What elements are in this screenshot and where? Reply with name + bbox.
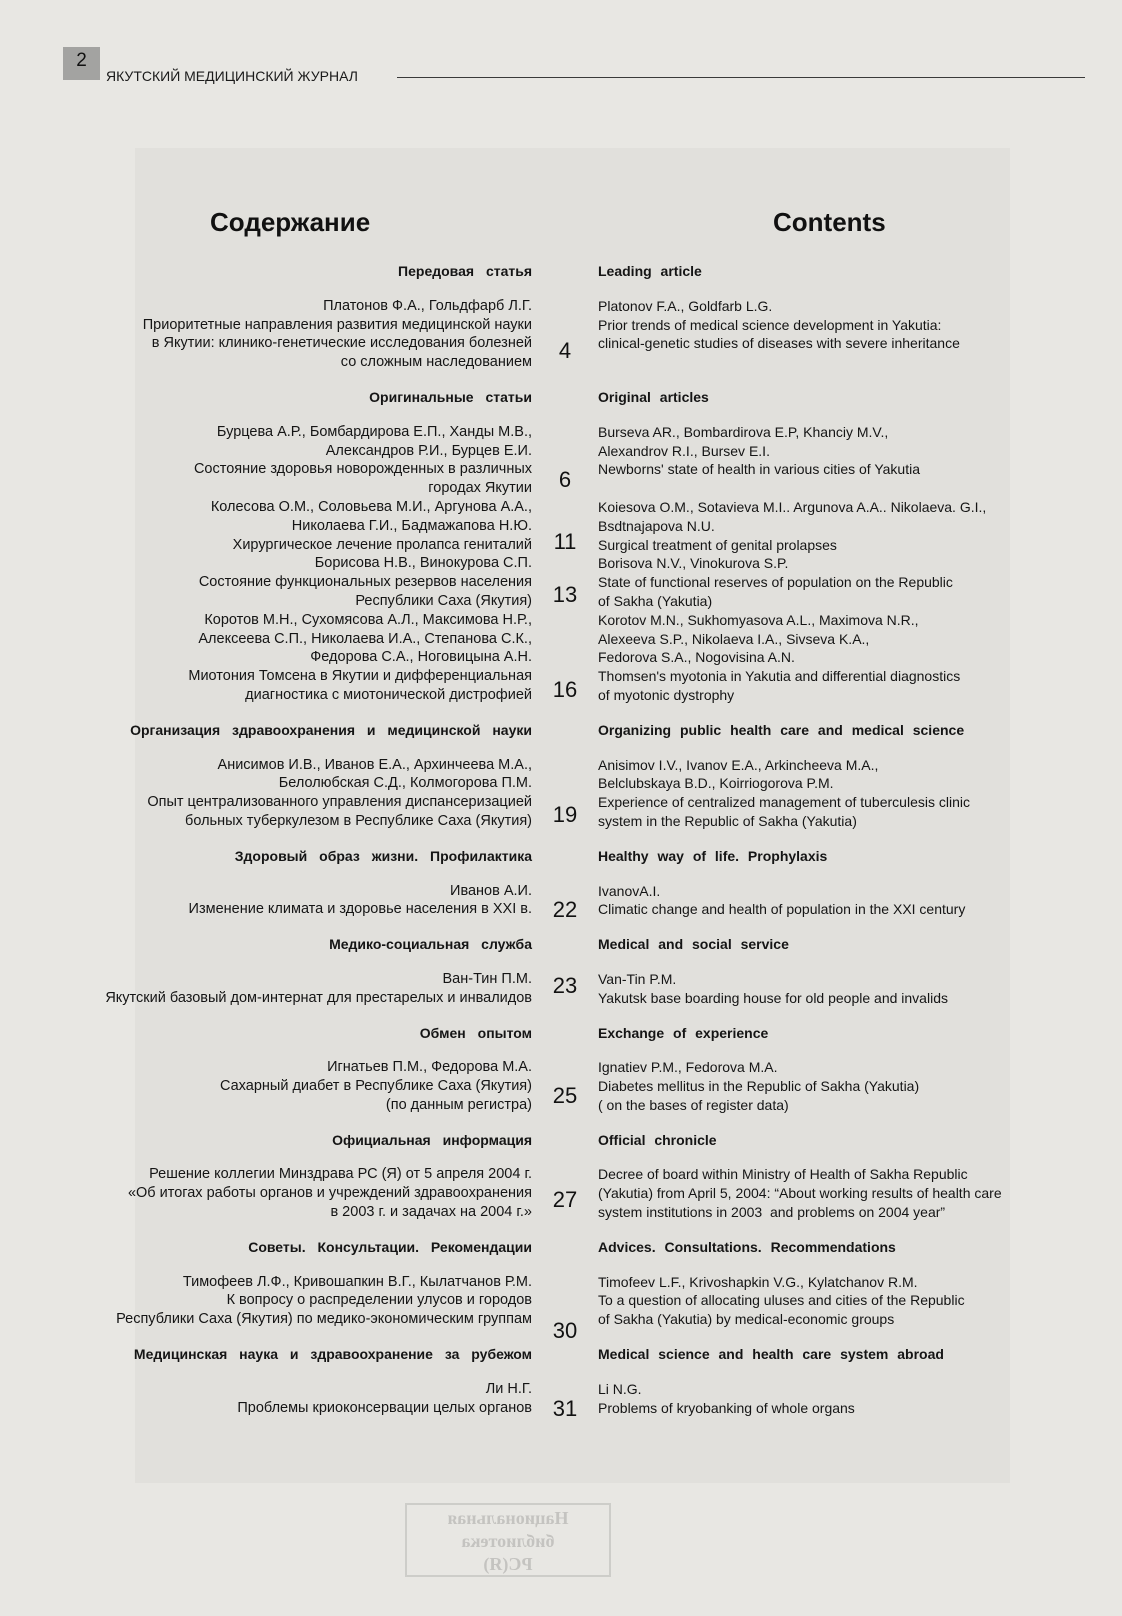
section-title-ru: Здоровый образ жизни. Профилактика <box>234 847 532 864</box>
entry-line-ru: в Якутии: клинико-генетические исследования болезней <box>151 335 532 352</box>
entry-line-ru: Александров Р.И., Бурцев Е.И. <box>325 442 532 459</box>
entry-line-en: Anisimov I.V., Ivanov E.A., Arkincheeva M.A., <box>598 756 879 773</box>
column-gutter <box>532 935 598 954</box>
entry-line-ru: Игнатьев П.М., Федорова М.А. <box>327 1059 532 1076</box>
entry-line-ru: в 2003 г. и задачах на 2004 г.» <box>330 1204 532 1221</box>
section-heading <box>0 388 1122 407</box>
entry-line-en: Bsdtnajapova N.U. <box>598 517 715 534</box>
column-gutter <box>532 1238 598 1257</box>
entry-text-en <box>598 1058 1122 1114</box>
section-title-ru: Передовая статья <box>398 263 532 279</box>
section-title-ru: Обмен опытом <box>419 1024 532 1041</box>
entry-line-ru: Якутский базовый дом-интернат для престарелых и инвалидов <box>105 989 532 1006</box>
entry-line-ru: Ли Н.Г. <box>485 1380 532 1397</box>
entry-page-number: 22 <box>552 897 578 923</box>
column-gutter <box>532 1131 598 1150</box>
entry-line-en: Yakutsk base boarding house for old people and invalids <box>598 989 948 1006</box>
entry-line-en: Belclubskaya B.D., Koirriogorova P.M. <box>598 775 834 792</box>
entry-line-en: Timofeev L.F., Krivoshapkin V.G., Kylatchanov R.M. <box>598 1273 918 1290</box>
entry-line-ru: Решение коллегии Минздрава РС (Я) от 5 апреля 2004 г. <box>149 1166 532 1183</box>
entry-line-en: system institutions in 2003 and problems on 2004 year” <box>598 1204 946 1221</box>
toc-entry <box>0 970 1122 1008</box>
entry-page-number: 11 <box>553 529 577 555</box>
entry-text-en <box>598 1165 1122 1221</box>
page-number: 2 <box>76 50 87 71</box>
entry-line-en: ( on the bases of register data) <box>598 1096 789 1113</box>
entry-text-ru <box>0 1380 532 1418</box>
column-gutter <box>532 721 598 740</box>
entry-line-ru: Тимофеев Л.Ф., Кривошапкин В.Г., Кылатчанов Р.М. <box>182 1273 532 1290</box>
section-heading <box>0 935 1122 954</box>
contents-title-ru: Содержание <box>210 207 371 237</box>
entry-text-en <box>598 554 1122 610</box>
toc-entry <box>0 554 1122 610</box>
section-title-ru: Советы. Консультации. Рекомендации <box>248 1238 532 1255</box>
entry-page-number: 16 <box>552 676 578 702</box>
entry-line-en: Koiesova O.M., Sotavieva M.I.. Argunova A.A.. Nikolaeva. G.I., <box>598 498 987 515</box>
stamp-line: библиотека <box>461 1531 555 1551</box>
entry-line-ru: Опыт централизованного управления диспансеризацией <box>147 794 532 811</box>
entry-text-ru <box>0 297 532 372</box>
entry-line-en: Alexandrov R.I., Bursev E.I. <box>598 442 770 459</box>
toc-entry <box>0 611 1122 705</box>
section-title-ru: Медико-социальная служба <box>329 936 532 953</box>
entry-line-ru: Хирургическое лечение пролапса гениталий <box>232 536 532 553</box>
entry-line-en: IvanovA.I. <box>598 882 661 899</box>
entry-page-number: 13 <box>552 581 578 607</box>
column-gutter <box>532 847 598 866</box>
entry-line-en: Fedorova S.A., Nogovisina A.N. <box>598 649 795 666</box>
entry-line-en: To a question of allocating uluses and cities of the Republic <box>598 1292 965 1309</box>
entry-page-number: 19 <box>552 801 578 827</box>
entry-line-en: Burseva AR., Bombardirova E.P, Khanciy M.V., <box>598 423 889 440</box>
entry-text-ru <box>0 423 532 498</box>
entry-page-number: 23 <box>552 972 578 998</box>
section-heading <box>0 262 1122 281</box>
contents-title-en: Contents <box>773 207 886 237</box>
entry-page-number: 6 <box>558 466 572 492</box>
toc-entry <box>0 1165 1122 1221</box>
header-rule <box>397 77 1085 78</box>
entry-line-ru: Республики Саха (Якутия) по медико-экономическим группам <box>116 1311 532 1328</box>
entry-line-en: Van-Tin P.M. <box>598 970 677 987</box>
toc-entry <box>0 423 1122 498</box>
entry-line-ru: Алексеева С.П., Николаева И.А., Степанова С.К., <box>198 630 532 647</box>
entry-line-en: Thomsen's myotonia in Yakutia and differential diagnostics <box>598 668 961 685</box>
entry-line-en: Alexeeva S.P., Nikolaeva I.A., Sivseva K.A., <box>598 630 870 647</box>
column-gutter <box>532 1024 598 1043</box>
section-heading <box>0 1238 1122 1257</box>
section-heading <box>0 1131 1122 1150</box>
entry-line-en: Ignatiev P.M., Fedorova M.A. <box>598 1059 778 1076</box>
entry-line-en: Newborns' state of health in various cities of Yakutia <box>598 461 920 478</box>
entry-text-ru <box>0 1058 532 1114</box>
entry-line-ru: диагностика с миотонической дистрофией <box>245 686 532 703</box>
column-gutter <box>532 1345 598 1364</box>
entry-text-ru <box>0 498 532 554</box>
entry-line-ru: Приоритетные направления развития медицинской науки <box>142 316 532 333</box>
entry-text-en <box>598 970 1122 1008</box>
entry-line-ru: со сложным наследованием <box>340 354 532 371</box>
entry-line-ru: Белолюбская С.Д., Колмогорова П.М. <box>278 775 532 792</box>
entry-line-en: (Yakutia) from April 5, 2004: “About working results of health care <box>598 1185 1002 1202</box>
toc-entry <box>0 1380 1122 1422</box>
entry-line-ru: К вопросу о распределении улусов и городов <box>226 1292 532 1309</box>
toc-entry <box>0 297 1122 372</box>
section-title-ru: Официальная информация <box>332 1131 532 1148</box>
entry-line-en: clinical-genetic studies of diseases with severe inheritance <box>598 335 960 352</box>
entry-line-en: Climatic change and health of population in the XXI century <box>598 901 966 918</box>
entry-line-ru: Состояние функциональных резервов населения <box>198 574 532 591</box>
entry-line-en: Borisova N.V., Vinokurova S.P. <box>598 555 789 572</box>
entry-line-ru: Иванов А.И. <box>450 882 532 899</box>
entry-line-ru: Платонов Ф.А., Гольдфарб Л.Г. <box>323 297 532 314</box>
section-heading <box>0 847 1122 866</box>
entry-line-en: State of functional reserves of population on the Republic <box>598 574 953 591</box>
entry-page-number: 4 <box>558 337 572 363</box>
section-heading <box>0 1345 1122 1364</box>
toc-entry <box>0 882 1122 923</box>
entry-text-en <box>598 1380 1122 1418</box>
running-header-journal-title: ЯКУТСКИЙ МЕДИЦИНСКИЙ ЖУРНАЛ <box>106 68 358 84</box>
section-title-ru: Медицинская наука и здравоохранение за рубежом <box>133 1346 532 1363</box>
entry-line-ru: Анисимов И.В., Иванов Е.А., Архинчеева М.А., <box>217 756 532 773</box>
entry-line-en: Surgical treatment of genital prolapses <box>598 536 837 553</box>
entry-line-ru: Бурцева А.Р., Бомбардирова Е.П., Ханды М.В., <box>216 423 532 440</box>
entry-text-ru <box>0 611 532 705</box>
entry-text-en <box>598 611 1122 705</box>
toc-entry <box>0 1058 1122 1114</box>
toc-entry <box>0 498 1122 554</box>
stamp-line: Национальная <box>447 1508 569 1528</box>
entry-line-ru: больных туберкулезом в Республике Саха (Якутия) <box>185 812 532 829</box>
entry-line-ru: Колесова О.М., Соловьева М.И., Аргунова А.А., <box>210 498 532 515</box>
entry-line-en: of Sakha (Yakutia) <box>598 592 713 609</box>
section-title-en: Organizing public health care and medical science <box>598 721 965 738</box>
entry-page-number: 27 <box>552 1186 578 1212</box>
entry-line-ru: Ван-Тин П.М. <box>442 970 532 987</box>
entry-line-ru: Борисова Н.В., Винокурова С.П. <box>314 555 532 572</box>
section-title-en: Leading article <box>598 263 702 279</box>
entry-text-ru <box>0 970 532 1008</box>
entry-text-en <box>598 756 1122 831</box>
entry-line-en: of myotonic dystrophy <box>598 686 735 703</box>
section-title-ru: Организация здравоохранения и медицинской науки <box>130 721 532 738</box>
entry-text-ru <box>0 1165 532 1221</box>
stamp-line: РС(Я) <box>483 1554 533 1574</box>
section-heading <box>0 721 1122 740</box>
entry-line-ru: Николаева Г.И., Бадмажапова Н.Ю. <box>291 517 532 534</box>
library-stamp <box>405 1503 611 1577</box>
section-title-en: Advices. Consultations. Recommendations <box>598 1238 896 1255</box>
entry-text-en <box>598 423 1122 498</box>
entry-text-ru <box>0 882 532 920</box>
entry-line-en: Platonov F.A., Goldfarb L.G. <box>598 297 773 314</box>
section-title-en: Medical and social service <box>598 936 789 953</box>
entry-line-ru: «Об итогах работы органов и учреждений здравоохранения <box>127 1185 532 1202</box>
entry-line-ru: (по данным регистра) <box>385 1096 532 1113</box>
entry-line-ru: Состояние здоровья новорожденных в различных <box>193 461 532 478</box>
entry-line-en: Li N.G. <box>598 1380 642 1397</box>
section-title-en: Official chronicle <box>598 1131 717 1148</box>
page-number-box <box>63 47 100 80</box>
toc-entry <box>0 756 1122 831</box>
column-gutter <box>532 262 598 281</box>
entry-text-en <box>598 297 1122 372</box>
entry-line-ru: городах Якутии <box>428 480 532 497</box>
entry-line-en: Korotov M.N., Sukhomyasova A.L., Maximova N.R., <box>598 611 919 628</box>
entry-page-number: 31 <box>552 1396 578 1422</box>
entry-page-number: 25 <box>552 1082 578 1108</box>
section-title-en: Healthy way of life. Prophylaxis <box>598 847 828 864</box>
entry-line-en: Diabetes mellitus in the Republic of Sakha (Yakutia) <box>598 1078 920 1095</box>
entry-line-en: Problems of kryobanking of whole organs <box>598 1399 855 1416</box>
entry-line-ru: Коротов М.Н., Сухомясова А.Л., Максимова Н.Р., <box>204 611 532 628</box>
section-heading <box>0 1024 1122 1043</box>
entry-text-en <box>598 498 1122 554</box>
table-of-contents <box>0 262 1122 1422</box>
section-title-ru: Оригинальные статьи <box>369 388 532 405</box>
entry-line-ru: Изменение климата и здоровье населения в XXI в. <box>188 901 532 918</box>
entry-line-ru: Сахарный диабет в Республике Саха (Якутия) <box>219 1078 532 1095</box>
entry-text-en <box>598 1273 1122 1329</box>
column-gutter <box>532 388 598 407</box>
entry-line-en: system in the Republic of Sakha (Yakutia) <box>598 812 857 829</box>
entry-line-ru: Республики Саха (Якутия) <box>355 592 532 609</box>
toc-entry <box>0 1273 1122 1344</box>
entry-text-en <box>598 882 1122 920</box>
entry-text-ru <box>0 554 532 610</box>
entry-text-ru <box>0 1273 532 1329</box>
entry-line-ru: Федорова С.А., Ноговицына А.Н. <box>310 649 532 666</box>
entry-page-number: 30 <box>552 1318 578 1344</box>
entry-line-en: Decree of board within Ministry of Health of Sakha Republic <box>598 1166 968 1183</box>
entry-line-ru: Миотония Томсена в Якутии и дифференциальная <box>188 668 532 685</box>
entry-line-en: of Sakha (Yakutia) by medical-economic groups <box>598 1311 895 1328</box>
section-title-en: Medical science and health care system abroad <box>598 1346 944 1363</box>
entry-line-ru: Проблемы криоконсервации целых органов <box>237 1399 532 1416</box>
section-title-en: Original articles <box>598 388 709 405</box>
section-title-en: Exchange of experience <box>598 1024 769 1041</box>
entry-text-ru <box>0 756 532 831</box>
entry-line-en: Experience of centralized management of tuberculesis clinic <box>598 794 970 811</box>
entry-line-en: Prior trends of medical science development in Yakutia: <box>598 316 942 333</box>
